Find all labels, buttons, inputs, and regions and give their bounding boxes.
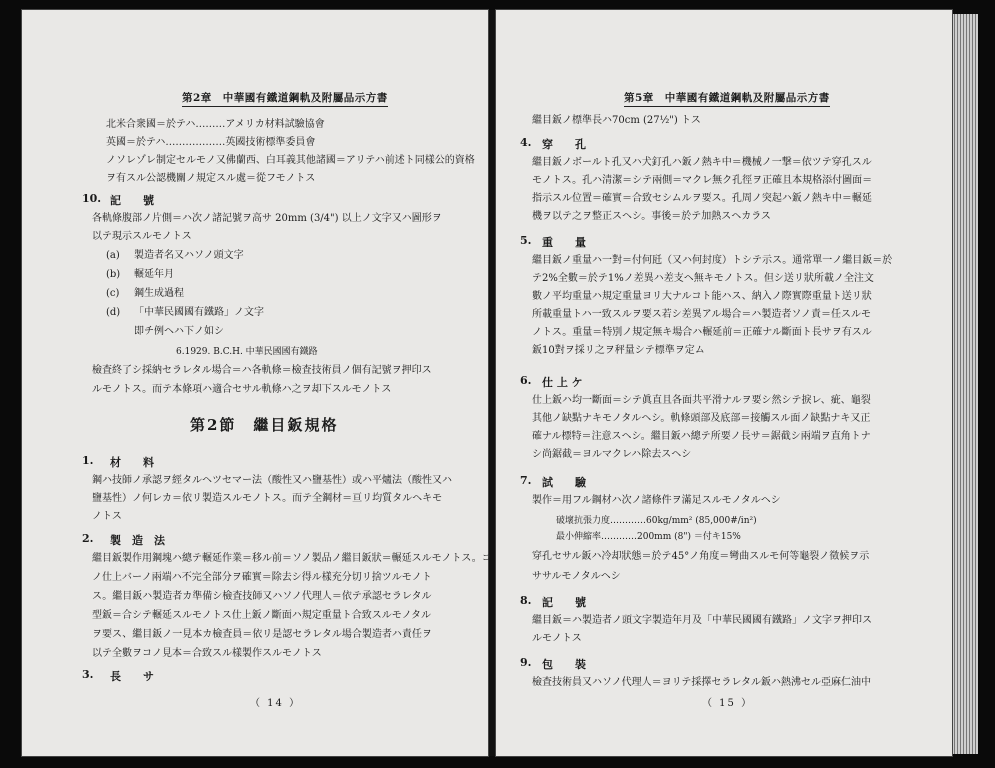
section-number: 9. — [520, 656, 532, 669]
section-number: 10. — [82, 192, 102, 205]
text-line: ヲ有スル公認機關ノ規定スル處＝從フモノトス — [106, 173, 316, 184]
section-title: 記 號 — [110, 194, 154, 207]
text-line: 數ノ平均重量ハ規定重量ヨリ大ナルコト能ハス、納入ノ際實際重量ト送リ狀 — [532, 291, 872, 302]
section-title: 穿 孔 — [542, 138, 586, 151]
list-item-mark: (d) — [106, 307, 121, 318]
example-text: 6.1929. B.C.H. 中華民國國有鐵路 — [176, 347, 318, 357]
section-number: 1. — [82, 454, 94, 467]
section-title: 重 量 — [542, 236, 586, 249]
text-line: シ尚鋸截＝ヨルマクレハ除去スヘシ — [532, 449, 692, 460]
list-item: 鋼生成過程 — [134, 288, 184, 299]
right-header: 第5章 中華國有鐵道鋼軌及附屬品示方書 — [624, 90, 830, 107]
text-line: 檢査技術員又ハソノ代理人＝ヨリテ採擇セラレタル鈑ハ熱沸セル亞麻仁油中 — [532, 677, 871, 688]
text-line: 機ヲ以テ之ヲ整正スヘシ。事後＝於テ加熱スヘカラス — [532, 211, 771, 222]
text-line: 繼目鈑ノ重量ハ一對＝付何瓩（又ハ何封度）トシテ示ス。通常單一ノ繼目鈑＝於 — [532, 255, 893, 266]
text-line: 以テ全數ヲコノ見本＝合致スル樣製作スルモノトス — [92, 648, 322, 659]
text-line: 繼目鈑＝ハ製造者ノ頭文字製造年月及「中華民國國有鐵路」ノ文字ヲ押印ス — [532, 615, 872, 626]
page-number: （ 14 ） — [250, 698, 302, 709]
list-item-mark: (a) — [106, 250, 120, 261]
text-line: 以テ現示スルモノトス — [92, 231, 192, 242]
text-line: ノ仕上バーノ兩端ハ不完全部分ヲ確實＝除去シ得ル樣充分切リ捨ツルモノト — [92, 572, 432, 583]
section-title: 長 サ — [110, 670, 154, 683]
text-line: ヲ要ス、繼目鈑ノ一見本カ檢査員＝依リ是認セラレタル場合製造者ハ責任ヲ — [92, 629, 432, 640]
left-header: 第2章 中華國有鐵道鋼軌及附屬品示方書 — [182, 90, 388, 107]
text-line: 北米合衆國＝於テハ………アメリカ材料試驗協會 — [106, 119, 325, 130]
text-line: 鈑10對ヲ採リ之ヲ秤量シテ標準ヲ定ム — [532, 345, 705, 356]
section-title: 材 料 — [110, 456, 154, 469]
page-edges — [952, 14, 978, 754]
left-page — [22, 10, 492, 756]
chapter-title: 第2節 繼目鈑規格 — [190, 416, 339, 434]
section-number: 5. — [520, 234, 532, 247]
text-line: 指示スル位置＝確實＝合致セシムルヲ要ス。孔周ノ突起ハ鈑ノ熱キ中＝輾延 — [532, 193, 872, 204]
list-item-mark: (b) — [106, 269, 121, 280]
text-line: 繼目鈑ノボールト孔又ハ犬釘孔ハ鈑ノ熱キ中＝機械ノ一撃＝依ツテ穿孔スル — [532, 157, 872, 168]
list-item: 製造者名又ハソノ頭文字 — [134, 250, 244, 261]
text-line: 製作＝用フル鋼材ハ次ノ諸條件ヲ滿足スルモノタルヘシ — [532, 495, 781, 506]
text-line: 各軌條腹部ノ片側＝ハ次ノ諸記號ヲ高サ 20mm (3/4") 以上ノ文字又ハ圖形ヲ — [92, 213, 442, 224]
text-line: ルモノトス — [532, 633, 582, 644]
section-title: 記 號 — [542, 596, 586, 609]
spec-line: 最小伸縮率…………200mm (8") ＝付キ15% — [556, 532, 741, 542]
example-label: 即チ例ヘハ下ノ如シ — [134, 326, 224, 337]
section-number: 3. — [82, 668, 94, 681]
section-number: 4. — [520, 136, 532, 149]
text-line: モノトス。孔ハ清潔＝シテ兩側＝マクレ無ク孔徑ヲ正確且本規格添付圖面＝ — [532, 175, 873, 186]
text-line: 繼目鈑製作用鋼塊ハ總テ輾延作業＝移ル前＝ソノ製品ノ繼目鈑狀＝輾延スルモノトス。コ — [92, 553, 492, 564]
text-line: 鹽基性）ノ何レカ＝依リ製造スルモノトス。而テ全鋼材＝亘リ均質タルヘキモ — [92, 493, 443, 504]
section-number: 2. — [82, 532, 94, 545]
text-line: ノソレゾレ制定セルモノ又佛蘭西、白耳義其他諸國＝アリテハ前述ト同樣公的資格 — [106, 155, 475, 166]
text-line: 英國＝於テハ………………英國技術標準委員會 — [106, 137, 316, 148]
section-title: 仕 上 ケ — [542, 376, 583, 389]
list-item-mark: (c) — [106, 288, 120, 299]
text-line: 繼目鈑ノ標準長ハ70cm (27½") トス — [532, 115, 701, 126]
section-title: 試 驗 — [542, 476, 586, 489]
section-number: 8. — [520, 594, 532, 607]
text-line: ノトス — [92, 511, 122, 522]
text-line: ノトス。重量＝特別ノ規定無キ場合ハ輾延前＝正確ナル斷面ト長サヲ有スル — [532, 327, 872, 338]
text-line: ス。繼目鈑ハ製造者カ準備シ檢査技師又ハソノ代理人＝依テ承認セラレタル — [92, 591, 432, 602]
text-line: 其他ノ缺點ナキモノタルヘシ。軌條頭部及底部＝接觸スル面ノ缺點ナキ又正 — [532, 413, 871, 424]
book-spine — [488, 10, 496, 756]
list-item: 「中華民國國有鐵路」ノ文字 — [134, 307, 264, 318]
text-line: 檢査終了シ採納セラレタル場合＝ハ各軌條＝檢査技術員ノ個有記號ヲ押印ス — [92, 365, 432, 376]
text-line: 穿孔セサル鈑ハ冷却狀態＝於テ45°ノ角度＝彎曲スルモ何等龜裂ノ徵候ヲ示 — [532, 551, 870, 562]
text-line: 型鈑＝合シテ輾延スルモノトス仕上鈑ノ斷面ハ規定重量ト合致スルモノタル — [92, 610, 431, 621]
right-page — [496, 10, 952, 756]
text-line: 所載重量トハ一致スルヲ要ス若シ差異アル場合＝ハ製造者ソノ責＝任スルモ — [532, 309, 871, 320]
text-line: ルモノトス。而テ本條項ハ適合セサル軌條ハ之ヲ却下スルモノトス — [92, 384, 392, 395]
section-title: 包 裝 — [542, 658, 586, 671]
list-item: 輾延年月 — [134, 269, 174, 280]
page-number: （ 15 ） — [702, 698, 754, 709]
section-number: 6. — [520, 374, 532, 387]
spec-line: 破壞抗張力度…………60kg/mm² (85,000#/in²) — [556, 516, 757, 526]
text-line: テ2%全數＝於テ1%ノ差異ハ差支ヘ無キモノトス。但シ送リ狀所載ノ全注文 — [532, 273, 874, 284]
text-line: ササルモノタルヘシ — [532, 571, 621, 582]
section-number: 7. — [520, 474, 532, 487]
text-line: 仕上鈑ハ均一斷面＝シテ眞直且各面共平滑ナルヲ要シ然シテ捩レ、疵、龜裂 — [532, 395, 871, 406]
section-title: 製 造 法 — [110, 534, 165, 547]
text-line: 鋼ハ技師ノ承認ヲ經タルヘツセマー法（酸性又ハ鹽基性）或ハ平爐法（酸性又ハ — [92, 475, 452, 486]
text-line: 確ナル標特＝注意スヘシ。繼目鈑ハ總テ所要ノ長サ＝鋸截シ兩端ヲ直角トナ — [532, 431, 871, 442]
